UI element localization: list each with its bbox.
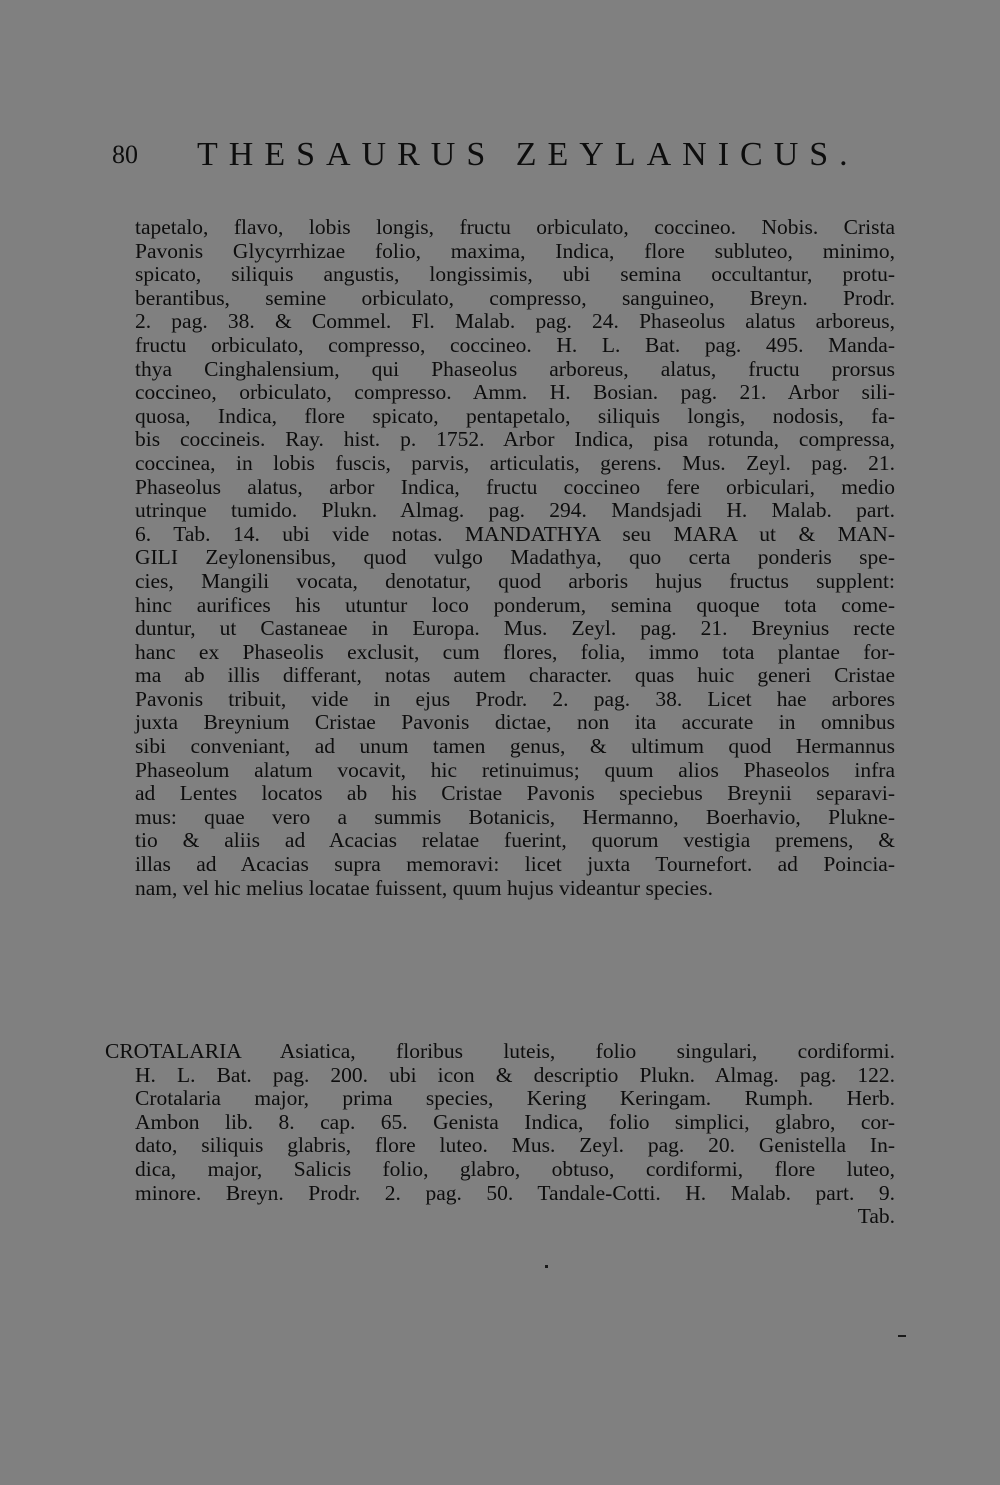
text-line: sibi conveniant, ad unum tamen genus, & ultimum quod Hermannus <box>135 735 895 759</box>
entry-crista-pavonis <box>105 216 895 900</box>
text-line: utrinque tumido. Plukn. Almag. pag. 294. Mandsjadi H. Malab. part. <box>135 499 895 523</box>
text-line: tapetalo, flavo, lobis longis, fructu orbiculato, coccineo. Nobis. Crista <box>135 216 895 239</box>
text-line: duntur, ut Castaneae in Europa. Mus. Zeyl. pag. 21. Breynius recte <box>135 617 895 641</box>
text-line: ma ab illis differant, notas autem character. quas huic generi Cristae <box>135 664 895 688</box>
text-line: cies, Mangili vocata, denotatur, quod arboris hujus fructus supplent: <box>135 569 895 593</box>
text-line: Pavonis tribuit, vide in ejus Prodr. 2. pag. 38. Licet hae arbores <box>135 687 895 711</box>
page-header <box>112 136 890 180</box>
text-line: minore. Breyn. Prodr. 2. pag. 50. Tandale-Cotti. H. Malab. part. 9. <box>135 1181 895 1205</box>
text-line: juxta Breynium Cristae Pavonis dictae, non ita accurate in omnibus <box>135 711 895 735</box>
text-line: mus: quae vero a summis Botanicis, Hermanno, Boerhavio, Plukne- <box>135 805 895 829</box>
text-line: Ambon lib. 8. cap. 65. Genista Indica, folio simplici, glabro, cor- <box>135 1110 895 1134</box>
text-line: bis coccineis. Ray. hist. p. 1752. Arbor Indica, pisa rotunda, compressa, <box>135 428 895 452</box>
text-line: GILI Zeylonensibus, quod vulgo Madathya, quo certa ponderis spe- <box>135 546 895 570</box>
text-line: Phaseolus alatus, arbor Indica, fructu coccineo fere orbiculari, medio <box>135 475 895 499</box>
text-line: 6. Tab. 14. ubi vide notas. MANDATHYA seu MARA ut & MAN- <box>135 522 895 546</box>
text-line: H. L. Bat. pag. 200. ubi icon & descriptio Plukn. Almag. pag. 122. <box>135 1063 895 1087</box>
text-line: Phaseolum alatum vocavit, hic retinuimus; quum alios Phaseolos infra <box>135 758 895 782</box>
text-line: spicato, siliquis angustis, longissimis, ubi semina occultantur, protu- <box>135 263 895 287</box>
text-line: ad Lentes locatos ab his Cristae Pavonis speciebus Breynii separavi- <box>135 782 895 806</box>
text-line: fructu orbiculato, compresso, coccineo. H. L. Bat. pag. 495. Manda- <box>135 333 895 357</box>
text-line: coccinea, in lobis fuscis, parvis, articulatis, gerens. Mus. Zeyl. pag. 21. <box>135 451 895 475</box>
catchword: Tab. <box>857 1205 895 1229</box>
page-number: 80 <box>112 140 138 169</box>
text-line: dica, major, Salicis folio, glabro, obtuso, cordiformi, flore luteo, <box>135 1157 895 1181</box>
entry-headword-line: CROTALARIA Asiatica, floribus luteis, folio singulari, cordiformi. <box>105 1040 895 1063</box>
text-line: Crotalaria major, prima species, Kering Keringam. Rumph. Herb. <box>135 1087 895 1111</box>
entry-crotalaria <box>105 1040 895 1229</box>
text-line: berantibus, semine orbiculato, compresso, sanguineo, Breyn. Prodr. <box>135 286 895 310</box>
text-line: illas ad Acacias supra memoravi: licet juxta Tournefort. ad Poincia- <box>135 853 895 877</box>
text-line: coccineo, orbiculato, compresso. Amm. H. Bosian. pag. 21. Arbor sili- <box>135 381 895 405</box>
text-line: hinc aurifices his utuntur loco ponderum, semina quoque tota come- <box>135 593 895 617</box>
text-line: Pavonis Glycyrrhizae folio, maxima, Indica, flore subluteo, minimo, <box>135 239 895 263</box>
text-line: quosa, Indica, flore spicato, pentapetalo, siliquis longis, nodosis, fa- <box>135 404 895 428</box>
running-title: THESAURUS ZEYLANICUS. <box>197 136 859 173</box>
ink-speck <box>898 1335 906 1337</box>
text-line: hanc ex Phaseolis exclusit, cum flores, folia, immo tota plantae for- <box>135 640 895 664</box>
text-line: thya Cinghalensium, qui Phaseolus arboreus, alatus, fructu prorsus <box>135 357 895 381</box>
text-line: tio & aliis ad Acacias relatae fuerint, quorum vestigia premens, & <box>135 829 895 853</box>
ink-speck <box>545 1265 548 1268</box>
text-line: 2. pag. 38. & Commel. Fl. Malab. pag. 24. Phaseolus alatus arboreus, <box>135 310 895 334</box>
text-line: nam, vel hic melius locatae fuissent, quum hujus videantur species. <box>135 876 713 900</box>
text-line: dato, siliquis glabris, flore luteo. Mus. Zeyl. pag. 20. Genistella In- <box>135 1134 895 1158</box>
